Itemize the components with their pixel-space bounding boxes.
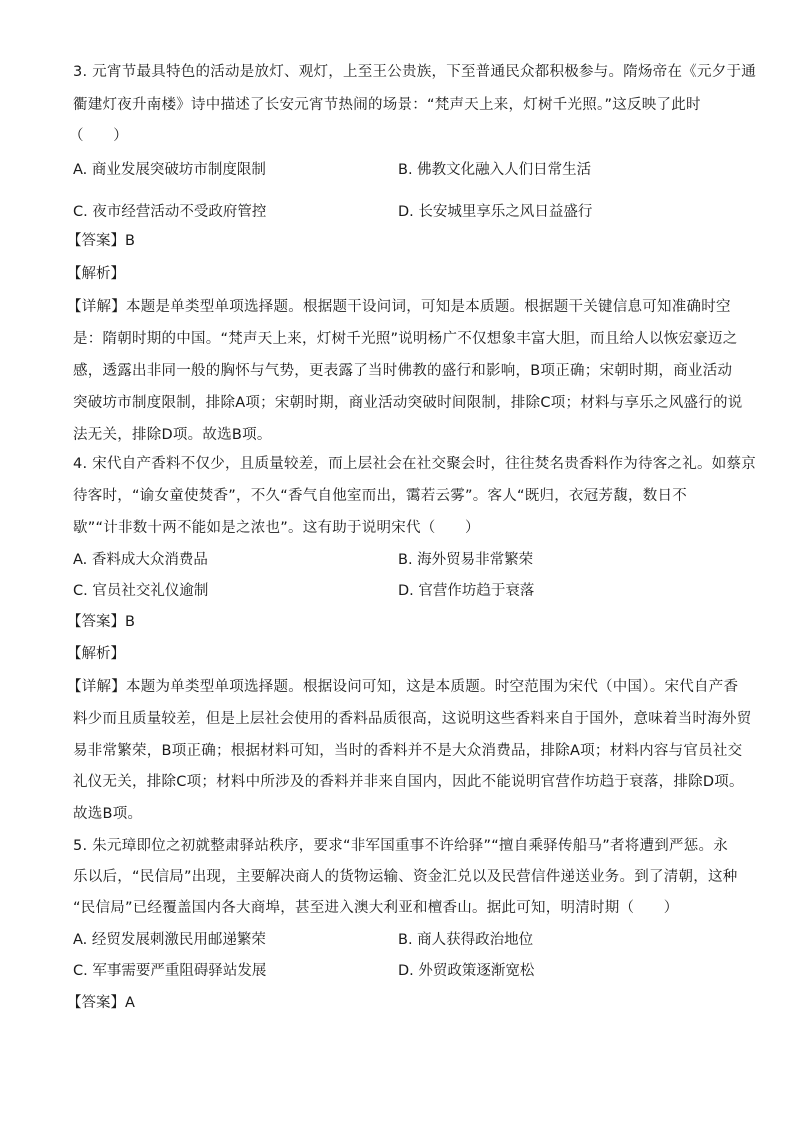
detail-line: 法无关，排除D项。故选B项。 bbox=[73, 427, 272, 443]
answer-value: A bbox=[125, 995, 135, 1011]
answer-line bbox=[67, 231, 135, 251]
answer-label: 【答案】 bbox=[67, 614, 125, 630]
option-c: C. 官员社交礼仪逾制 bbox=[73, 583, 209, 599]
answer-label: 【答案】 bbox=[67, 233, 125, 249]
detail-line: 料少而且质量较差，但是上层社会使用的香料品质很高，这说明这些香料来自于国外，意味着当时海外贸 bbox=[73, 711, 752, 727]
option-a: A. 香料成大众消费品 bbox=[73, 552, 208, 568]
question-stem-line: 乐以后，“民信局”出现，主要解决商人的货物运输、资金汇兑以及民营信件递送业务。到了清朝，这种 bbox=[73, 869, 738, 885]
analysis-label: 【解析】 bbox=[67, 266, 125, 282]
answer-value: B bbox=[125, 233, 135, 249]
option-d: D. 长安城里享乐之风日益盛行 bbox=[398, 204, 593, 220]
option-b: B. 商人获得政治地位 bbox=[398, 932, 534, 948]
detail-line: 突破坊市制度限制，排除A项；宋朝时期，商业活动突破时间限制，排除C项；材料与享乐之风盛行的说 bbox=[73, 395, 743, 411]
analysis-label: 【解析】 bbox=[67, 646, 125, 662]
detail-line: 礼仪无关，排除C项；材料中所涉及的香料并非来自国内，因此不能说明官营作坊趋于衰落，排除D项。 bbox=[73, 774, 744, 790]
question-stem-line: “民信局”已经覆盖国内各大商埠，甚至进入澳大利亚和檀香山。据此可知，明清时期（ ） bbox=[73, 900, 679, 916]
option-c: C. 军事需要严重阻碍驿站发展 bbox=[73, 963, 267, 979]
option-a: A. 经贸发展刺激民用邮递繁荣 bbox=[73, 932, 266, 948]
question-stem-line: 3. 元宵节最具特色的活动是放灯、观灯，上至王公贵族，下至普通民众都积极参与。隋炀帝在《元夕于通 bbox=[73, 64, 756, 80]
detail-line: 易非常繁荣，B项正确；根据材料可知，当时的香料并不是大众消费品，排除A项；材料内容与官员社交 bbox=[73, 743, 743, 759]
options-row bbox=[73, 550, 723, 570]
question-stem-line: 5. 朱元璋即位之初就整肃驿站秩序，要求“非军国重事不许给驿”“擅自乘驿传船马”者将遭到严惩。永 bbox=[73, 838, 728, 854]
answer-line bbox=[67, 993, 135, 1013]
detail-line: 是：隋朝时期的中国。“梵声天上来，灯树千光照”说明杨广不仅想象丰富大胆，而且给人以恢宏豪迈之 bbox=[73, 331, 738, 347]
detail-line: 【详解】本题为单类型单项选择题。根据设问可知，这是本质题。时空范围为宋代（中国）。宋代自产香 bbox=[67, 679, 739, 695]
option-c: C. 夜市经营活动不受政府管控 bbox=[73, 204, 267, 220]
options-row bbox=[73, 930, 723, 950]
answer-value: B bbox=[125, 614, 135, 630]
option-b: B. 佛教文化融入人们日常生活 bbox=[398, 162, 592, 178]
options-row bbox=[73, 160, 723, 180]
options-row bbox=[73, 581, 723, 601]
option-b: B. 海外贸易非常繁荣 bbox=[398, 552, 534, 568]
question-stem-line: 歇”“计非数十两不能如是之浓也”。这有助于说明宋代（ ） bbox=[73, 520, 480, 536]
question-stem-line: 衢建灯夜升南楼》诗中描述了长安元宵节热闹的场景：“梵声天上来，灯树千光照。”这反映了此时 bbox=[73, 97, 701, 113]
options-row bbox=[73, 961, 723, 981]
option-d: D. 官营作坊趋于衰落 bbox=[398, 583, 535, 599]
options-row bbox=[73, 202, 723, 222]
detail-line: 故选B项。 bbox=[73, 806, 143, 822]
question-stem-line: 待客时，“谕女童使焚香”，不久“香气自他室而出，霭若云雾”。客人“既归，衣冠芳馥，数日不 bbox=[73, 488, 688, 504]
question-stem-line: （ ） bbox=[69, 128, 128, 144]
detail-line: 【详解】本题是单类型单项选择题。根据题干设问词，可知是本质题。根据题干关键信息可知准确时空 bbox=[67, 299, 731, 315]
option-a: A. 商业发展突破坊市制度限制 bbox=[73, 162, 266, 178]
question-stem-line: 4. 宋代自产香料不仅少，且质量较差，而上层社会在社交聚会时，往往焚名贵香料作为待客之礼。如蔡京 bbox=[73, 456, 756, 472]
answer-label: 【答案】 bbox=[67, 995, 125, 1011]
detail-line: 感，透露出非同一般的胸怀与气势，更表露了当时佛教的盛行和影响，B项正确；宋朝时期，商业活动 bbox=[73, 363, 733, 379]
option-d: D. 外贸政策逐渐宽松 bbox=[398, 963, 535, 979]
answer-line bbox=[67, 612, 135, 632]
